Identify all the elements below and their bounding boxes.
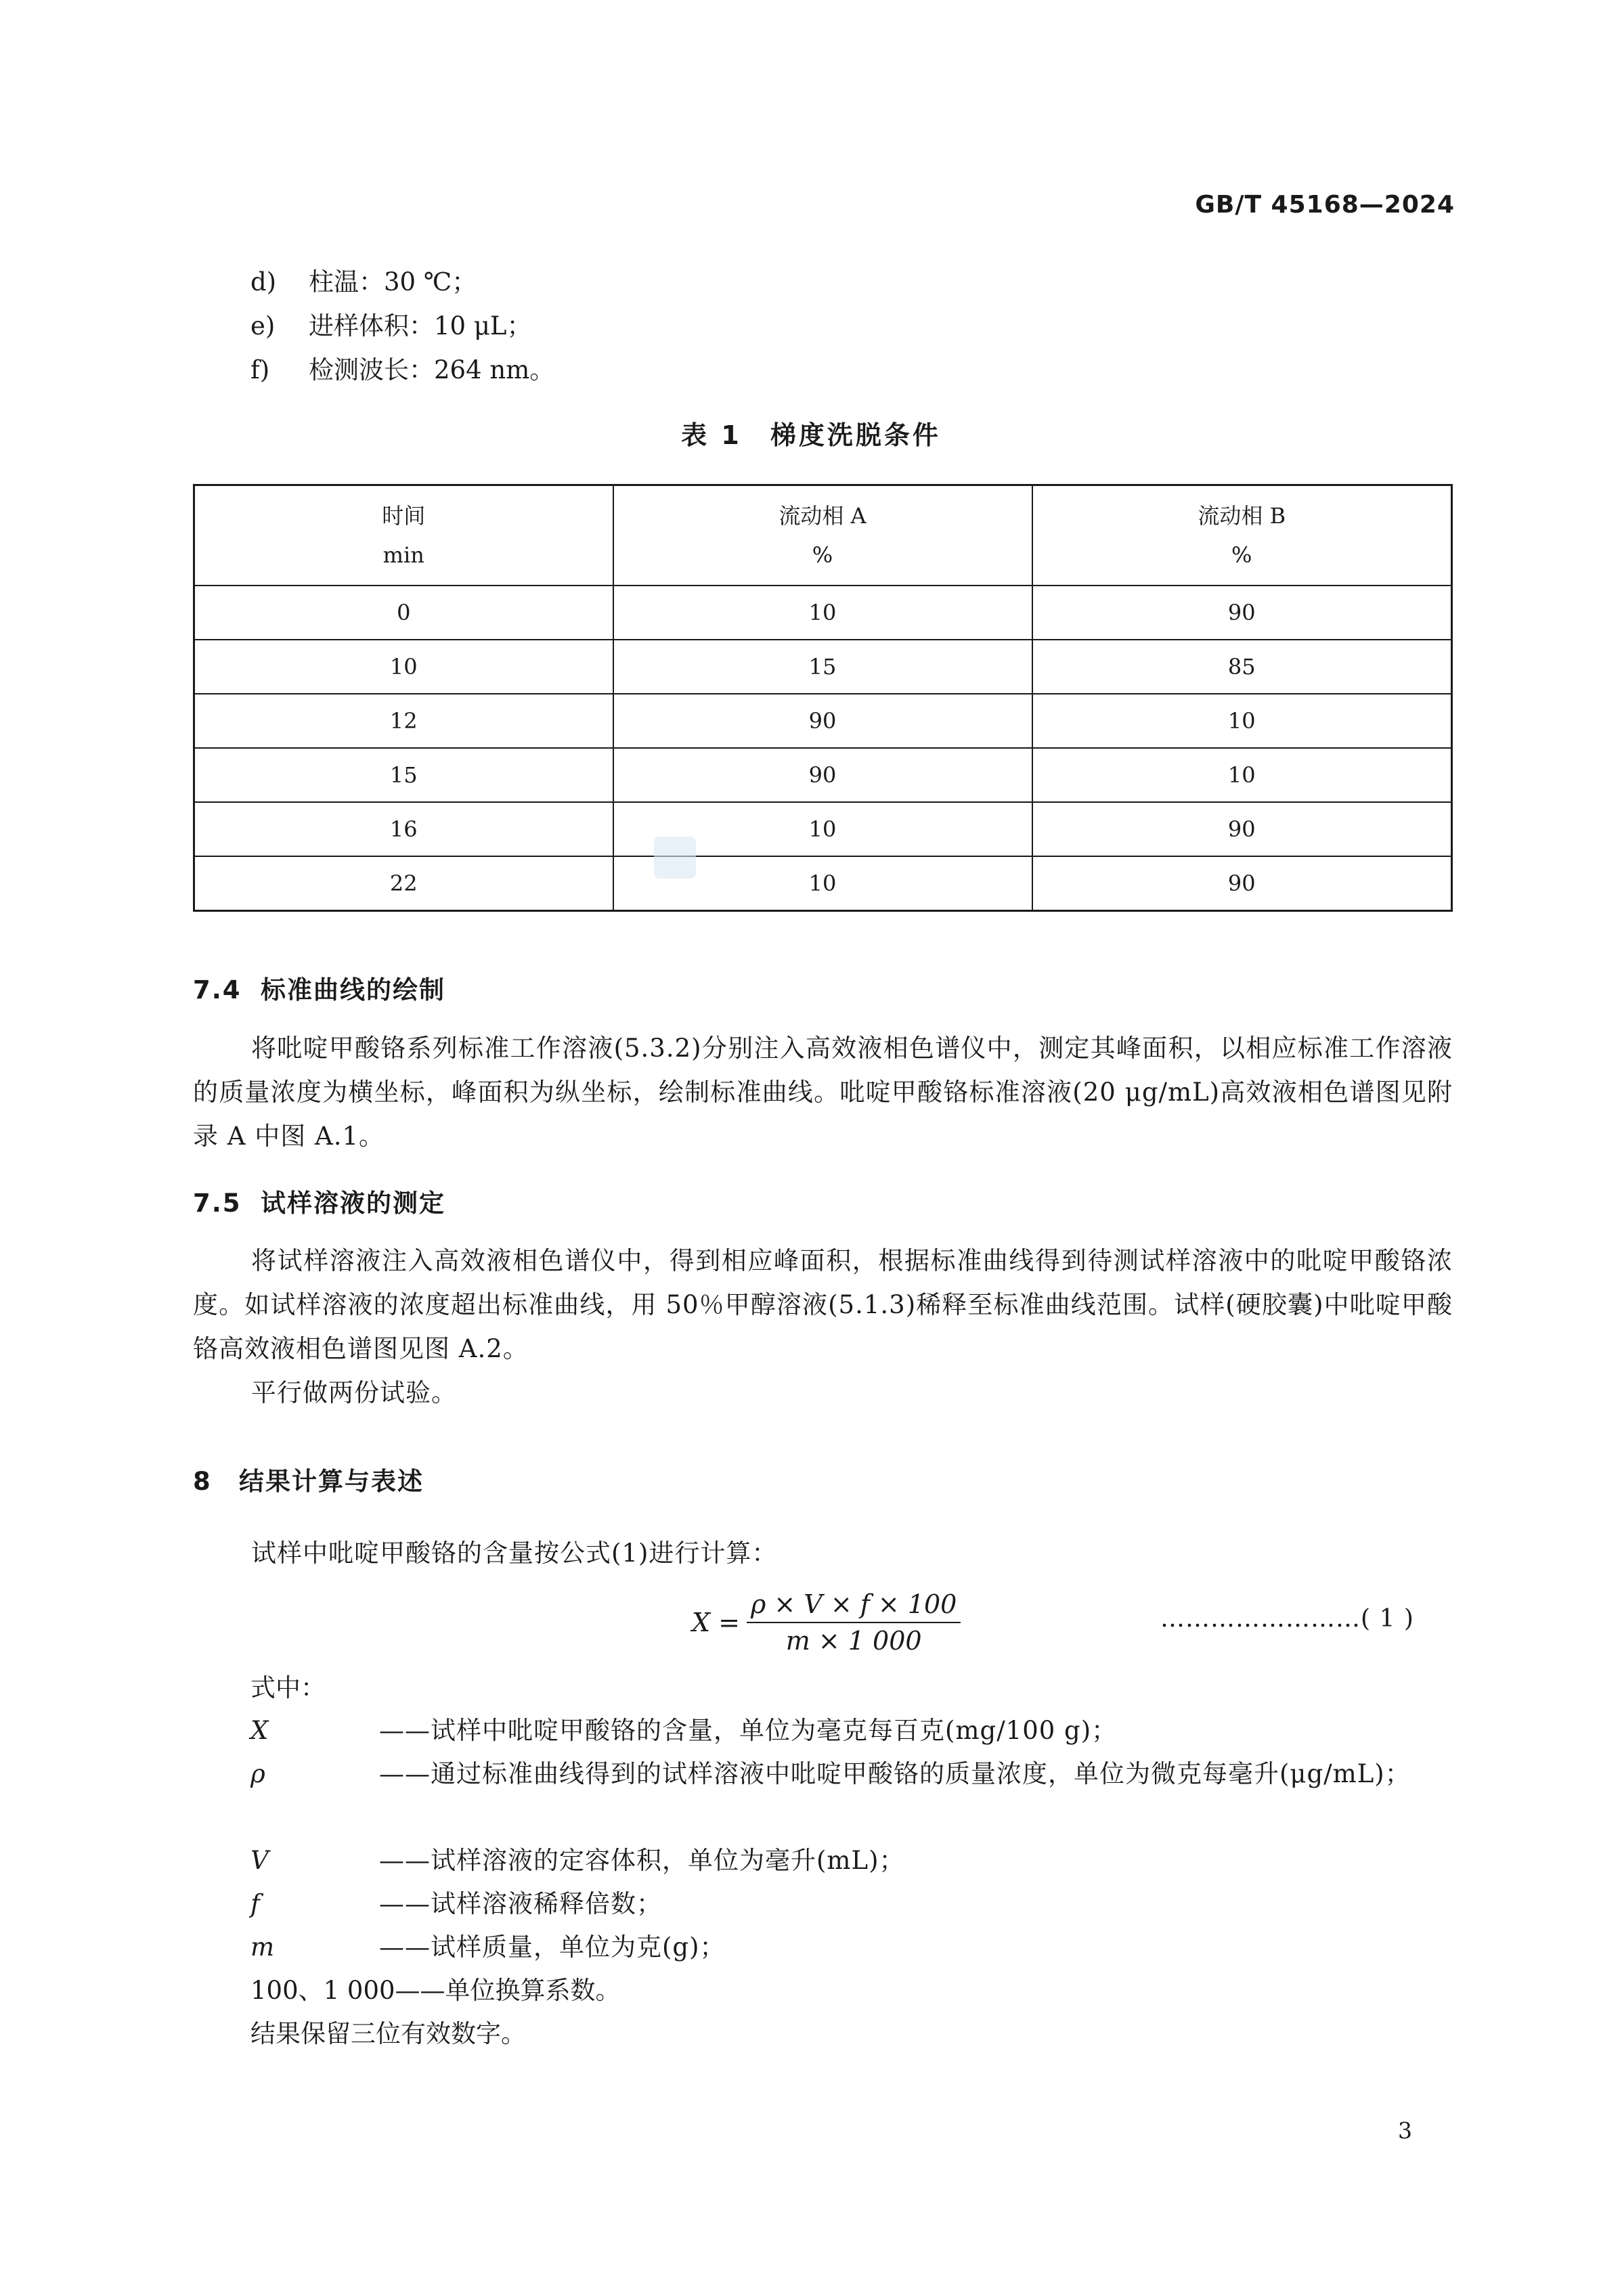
symbol-description: ——试样中吡啶甲酸铬的含量，单位为毫克每百克(mg/100 g)； bbox=[379, 1716, 1118, 1745]
table-caption: 表 1 梯度洗脱条件 bbox=[681, 420, 941, 450]
cell-time: 16 bbox=[194, 802, 613, 856]
condition-label: f) bbox=[250, 355, 270, 384]
section-number: 8 bbox=[193, 1467, 212, 1496]
symbol-definition bbox=[250, 1709, 1453, 1752]
symbol: f bbox=[250, 1889, 260, 1918]
header-time: 时间 min bbox=[194, 485, 613, 586]
section-title: 结果计算与表述 bbox=[239, 1467, 424, 1496]
symbol: X bbox=[250, 1716, 269, 1745]
condition-item bbox=[250, 263, 477, 301]
table-row bbox=[194, 640, 1452, 694]
symbol-definition bbox=[250, 1882, 1453, 1926]
condition-item bbox=[250, 307, 531, 345]
cell-phase-a: 10 bbox=[613, 856, 1032, 911]
cell-phase-a: 15 bbox=[613, 640, 1032, 694]
symbol-definition bbox=[250, 1752, 1453, 1796]
condition-text: 检测波长：264 nm。 bbox=[309, 355, 555, 384]
condition-text: 进样体积：10 μL； bbox=[309, 311, 532, 340]
condition-label: e) bbox=[250, 311, 276, 340]
cell-phase-b: 10 bbox=[1032, 694, 1452, 748]
result-note: 结果保留三位有效数字。 bbox=[250, 2019, 526, 2048]
watermark-logo bbox=[654, 837, 696, 879]
section-body-7-5: 将试样溶液注入高效液相色谱仪中，得到相应峰面积，根据标准曲线得到待测试样溶液中的吡啶甲酸铬浓度。如试样溶液的浓度超出标准曲线，用 50％甲醇溶液(5.1.3)稀释至标准曲线范围。试样(硬胶囊)中吡啶甲酸铬高效液相色谱图见图 A.2。 bbox=[193, 1246, 1453, 1363]
section-title: 试样溶液的测定 bbox=[261, 1189, 445, 1218]
table-row bbox=[194, 748, 1452, 802]
table-header-row bbox=[194, 485, 1452, 586]
cell-time: 10 bbox=[194, 640, 613, 694]
where-label: 式中： bbox=[250, 1673, 326, 1702]
formula-intro: 试样中吡啶甲酸铬的含量按公式(1)进行计算： bbox=[251, 1539, 778, 1568]
cell-time: 22 bbox=[194, 856, 613, 911]
cell-phase-b: 90 bbox=[1032, 802, 1452, 856]
cell-phase-b: 90 bbox=[1032, 586, 1452, 640]
section-heading-7-4 bbox=[193, 969, 445, 1006]
section-number: 7.4 bbox=[193, 975, 242, 1005]
symbol: ρ bbox=[250, 1759, 265, 1788]
cell-phase-b: 85 bbox=[1032, 640, 1452, 694]
section-body-7-5-note: 平行做两份试验。 bbox=[251, 1378, 457, 1407]
symbol: V bbox=[250, 1846, 269, 1875]
table-row bbox=[194, 856, 1452, 911]
page-number: 3 bbox=[1398, 2117, 1412, 2144]
symbol-description: ——试样溶液的定容体积，单位为毫升(mL)； bbox=[379, 1846, 905, 1875]
standard-code: GB/T 45168—2024 bbox=[1195, 191, 1455, 219]
condition-item bbox=[250, 351, 554, 389]
symbol-description: ——通过标准曲线得到的试样溶液中吡啶甲酸铬的质量浓度，单位为微克每毫升(μg/mL)； bbox=[379, 1759, 1411, 1788]
cell-time: 15 bbox=[194, 748, 613, 802]
formula-denominator: m × 1 000 bbox=[785, 1626, 922, 1656]
table-row bbox=[194, 694, 1452, 748]
condition-label: d) bbox=[250, 267, 277, 296]
symbol-description: ——试样溶液稀释倍数； bbox=[379, 1889, 662, 1918]
section-heading-8 bbox=[193, 1461, 424, 1497]
gradient-table bbox=[193, 484, 1453, 912]
section-heading-7-5 bbox=[193, 1183, 445, 1219]
symbol-description: ——试样质量，单位为克(g)； bbox=[379, 1933, 726, 1962]
cell-time: 0 bbox=[194, 586, 613, 640]
constants-line: 100、1 000——单位换算系数。 bbox=[250, 1976, 621, 2005]
cell-phase-b: 10 bbox=[1032, 748, 1452, 802]
cell-phase-a: 90 bbox=[613, 748, 1032, 802]
formula-fraction bbox=[747, 1589, 961, 1656]
section-body-7-4: 将吡啶甲酸铬系列标准工作溶液(5.3.2)分别注入高效液相色谱仪中，测定其峰面积，以相应标准工作溶液的质量浓度为横坐标，峰面积为纵坐标，绘制标准曲线。吡啶甲酸铬标准溶液(20 μg/mL)高效液相色谱图见附录 A 中图 A.1。 bbox=[193, 1034, 1453, 1151]
symbol: m bbox=[250, 1933, 275, 1962]
formula-lhs: X = bbox=[692, 1608, 740, 1637]
symbol-definition bbox=[250, 1926, 1453, 1969]
condition-text: 柱温：30 ℃； bbox=[309, 267, 477, 296]
formula-numerator: ρ × V × f × 100 bbox=[747, 1589, 961, 1623]
cell-phase-a: 10 bbox=[613, 802, 1032, 856]
equation-number: ……………………( 1 ) bbox=[1160, 1605, 1414, 1633]
cell-time: 12 bbox=[194, 694, 613, 748]
symbol-definition bbox=[250, 1839, 1453, 1882]
section-title: 标准曲线的绘制 bbox=[261, 975, 445, 1005]
cell-phase-b: 90 bbox=[1032, 856, 1452, 911]
formula bbox=[692, 1589, 961, 1656]
table-row bbox=[194, 802, 1452, 856]
header-phase-a: 流动相 A % bbox=[613, 485, 1032, 586]
table-row bbox=[194, 586, 1452, 640]
section-number: 7.5 bbox=[193, 1189, 242, 1218]
cell-phase-a: 90 bbox=[613, 694, 1032, 748]
header-phase-b: 流动相 B % bbox=[1032, 485, 1452, 586]
cell-phase-a: 10 bbox=[613, 586, 1032, 640]
